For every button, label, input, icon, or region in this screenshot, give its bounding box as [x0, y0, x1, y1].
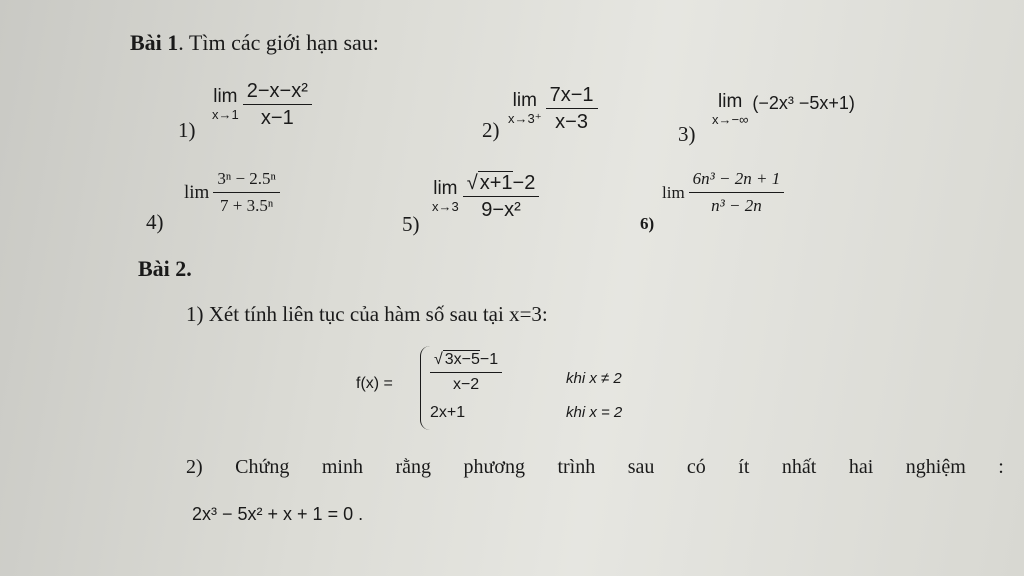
case1-fraction: $\frac{√ 3x-5-1}{x-2}$: [430, 350, 502, 395]
q2-word: phương: [463, 456, 525, 478]
item1-number: 1): [178, 118, 196, 142]
case2-condition: khi x = 2: [566, 404, 623, 421]
item4-limit: [184, 168, 280, 217]
item1-numerator: 2−x−x²: [246, 80, 308, 102]
item4-denominator: 7 + 3.5ⁿ: [220, 196, 274, 215]
item3-expression: (−2x³ −5x+1): [752, 93, 855, 113]
item1-sub: x→1: [212, 106, 239, 122]
q2-word: có: [686, 456, 706, 478]
q2-word: hai: [848, 456, 874, 478]
item5-sub: x→3: [432, 198, 459, 214]
item3-lim: lim: [718, 91, 743, 112]
equation: 2x³ − 5x² + x + 1 = 0 .: [192, 504, 364, 524]
item6-lim: lim: [662, 182, 685, 202]
item4-numerator: 3ⁿ − 2.5ⁿ: [217, 169, 276, 188]
function-label: f(x) =: [356, 375, 393, 392]
q2-word: 2): [186, 456, 203, 478]
item6-limit: [662, 168, 784, 217]
q2-word: Chứng: [235, 456, 290, 478]
case1-denominator: x−2: [452, 376, 480, 393]
item2-number: 2): [482, 118, 500, 142]
item6-denominator: n³ − 2n: [711, 196, 762, 215]
item4-fraction: [213, 168, 280, 217]
case1-condition: khi x ≠ 2: [566, 370, 622, 387]
item5-fraction: [463, 172, 540, 221]
item6-numerator: 6n³ − 2n + 1: [692, 169, 781, 188]
item5-number: 5): [402, 212, 420, 236]
q2-word: rằng: [395, 456, 432, 478]
case2-expression: 2x+1: [430, 404, 466, 421]
item2-denominator: x−3: [555, 111, 588, 133]
q2-word: minh: [321, 456, 363, 478]
item4-lim: lim: [184, 181, 210, 203]
item5-limit: [432, 172, 539, 221]
bai2-question1: 1) Xét tính liên tục của hàm số sau tại x=3:: [186, 302, 548, 326]
item5-radicand: x+1: [479, 172, 513, 194]
item6-number: 6): [640, 214, 655, 233]
item2-sub: x→3⁺: [508, 110, 542, 126]
bai2-title: Bài 2.: [138, 256, 192, 281]
item2-fraction: [546, 84, 598, 133]
item3-limit: [712, 92, 855, 128]
item1-denominator: x−1: [260, 107, 294, 129]
item2-limit: [508, 84, 598, 133]
item5-lim: lim: [433, 177, 458, 199]
q2-word: nghiệm: [905, 456, 966, 478]
item3-sub: x→−∞: [712, 112, 749, 127]
item5-numerator: √ x+1−2: [466, 172, 536, 194]
bai2-question2: [186, 456, 1004, 479]
case1-radicand: 3x−5: [444, 351, 480, 368]
case1-rest: −1: [479, 351, 499, 368]
q2-word: :: [998, 456, 1004, 478]
item2-lim: lim: [512, 89, 537, 111]
item2-numerator: 7x−1: [549, 84, 594, 106]
q2-word: trình: [557, 456, 596, 478]
item5-numerator-rest: −2: [512, 172, 536, 194]
item3-number: 3): [678, 122, 696, 146]
bai1-title-text: . Tìm các giới hạn sau:: [178, 30, 379, 55]
item1-fraction: [243, 80, 312, 129]
q2-word: sau: [627, 456, 655, 478]
bai1-title-label: Bài 1: [130, 30, 179, 55]
bai1-title: [130, 30, 379, 56]
item1-limit: [212, 80, 312, 129]
item1-lim: lim: [213, 85, 238, 107]
item6-fraction: [689, 168, 785, 217]
item4-number: 4): [146, 210, 164, 234]
item5-denominator: 9−x²: [481, 199, 521, 221]
q2-word: nhất: [781, 456, 817, 478]
q2-word: ít: [738, 456, 750, 478]
